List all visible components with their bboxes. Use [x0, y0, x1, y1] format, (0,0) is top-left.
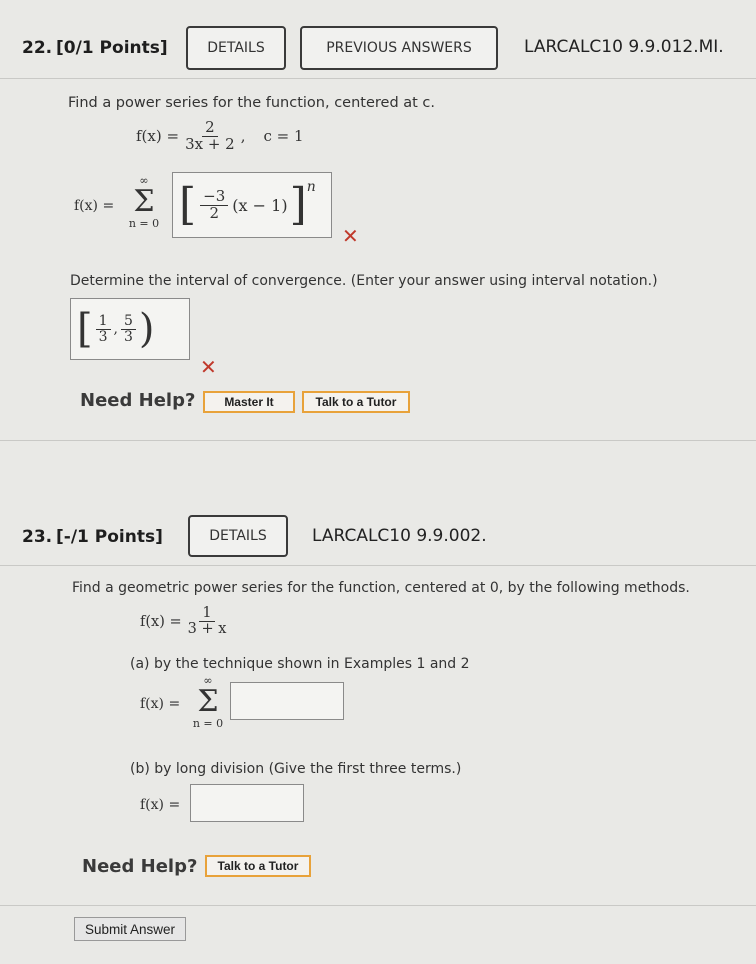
part-a-label: (a) by the technique shown in Examples 1 and 2 — [130, 656, 470, 672]
sigma-icon: ∞ Σ n = 0 — [190, 674, 226, 730]
comma: , — [113, 321, 118, 337]
series-answer-field[interactable] — [172, 172, 332, 238]
incorrect-icon: ✕ — [342, 224, 359, 248]
sigma-icon: ∞ Σ n = 0 — [126, 174, 162, 230]
talk-to-tutor-button[interactable]: Talk to a Tutor — [302, 391, 410, 413]
sum-upper: ∞ — [203, 674, 213, 687]
right-paren: ) — [138, 306, 155, 352]
sum-lower: n = 0 — [128, 217, 160, 230]
previous-answers-button[interactable]: PREVIOUS ANSWERS — [300, 26, 498, 70]
points-label: [0/1 Points] — [56, 38, 168, 58]
points-label: [-/1 Points] — [56, 527, 163, 547]
problem-code: LARCALC10 9.9.012.MI. — [524, 37, 724, 57]
prompt-text: Find a power series for the function, centered at c. — [68, 95, 436, 111]
question-number: 22. — [22, 38, 53, 58]
divider — [0, 440, 756, 441]
series-label: f(x) = — [74, 198, 115, 214]
interval-prompt: Determine the interval of convergence. (Enter your answer using interval notation.) — [70, 273, 658, 289]
numerator: 1 — [199, 606, 214, 622]
answer-numerator: −3 — [200, 189, 228, 206]
answer-denominator: 2 — [209, 203, 219, 222]
series-answer-field[interactable] — [230, 682, 344, 720]
center-value: c = 1 — [263, 127, 304, 146]
answer-term: (x − 1) — [232, 195, 288, 215]
details-button[interactable]: DETAILS — [186, 26, 286, 70]
left-bracket: [ — [179, 179, 197, 230]
lower-denominator: 3 — [98, 328, 108, 345]
denominator: 3x + 2 — [185, 134, 235, 153]
answer-exponent: n — [306, 179, 316, 195]
question-number: 23. — [22, 527, 53, 547]
fx-label: f(x) = — [136, 127, 180, 146]
divider — [0, 565, 756, 566]
prompt-text: Find a geometric power series for the function, centered at 0, by the following methods. — [72, 580, 690, 596]
fx-label: f(x) = — [140, 613, 182, 630]
need-help-label: Need Help? — [80, 390, 196, 411]
interval-answer-field[interactable] — [70, 298, 190, 360]
fx-label: f(x) = — [140, 797, 181, 813]
talk-to-tutor-button[interactable]: Talk to a Tutor — [205, 855, 311, 877]
answer-fraction — [200, 186, 228, 222]
function-definition — [140, 606, 226, 637]
lower-numerator: 1 — [96, 314, 111, 330]
need-help-label: Need Help? — [82, 856, 198, 877]
fraction — [188, 606, 227, 637]
incorrect-icon: ✕ — [200, 355, 217, 379]
series-label: f(x) = — [140, 696, 181, 712]
function-definition — [136, 120, 304, 153]
upper-numerator: 5 — [121, 314, 136, 330]
long-division-answer-field[interactable] — [190, 784, 304, 822]
interval-upper — [121, 314, 136, 344]
problem-code: LARCALC10 9.9.002. — [312, 526, 487, 546]
upper-denominator: 3 — [123, 328, 133, 345]
divider — [0, 905, 756, 906]
submit-answer-button[interactable]: Submit Answer — [74, 917, 186, 941]
divider — [0, 78, 756, 79]
comma: , — [240, 127, 246, 146]
part-b-label: (b) by long division (Give the first three terms.) — [130, 761, 462, 777]
right-bracket: ] — [289, 179, 307, 230]
sum-lower: n = 0 — [192, 717, 224, 730]
interval-lower — [96, 314, 111, 344]
denominator: 3 + x — [187, 621, 227, 638]
fraction — [185, 120, 235, 153]
sum-upper: ∞ — [139, 174, 149, 187]
left-bracket: [ — [77, 306, 93, 352]
numerator: 2 — [202, 120, 218, 137]
master-it-button[interactable]: Master It — [203, 391, 295, 413]
details-button[interactable]: DETAILS — [188, 515, 288, 557]
